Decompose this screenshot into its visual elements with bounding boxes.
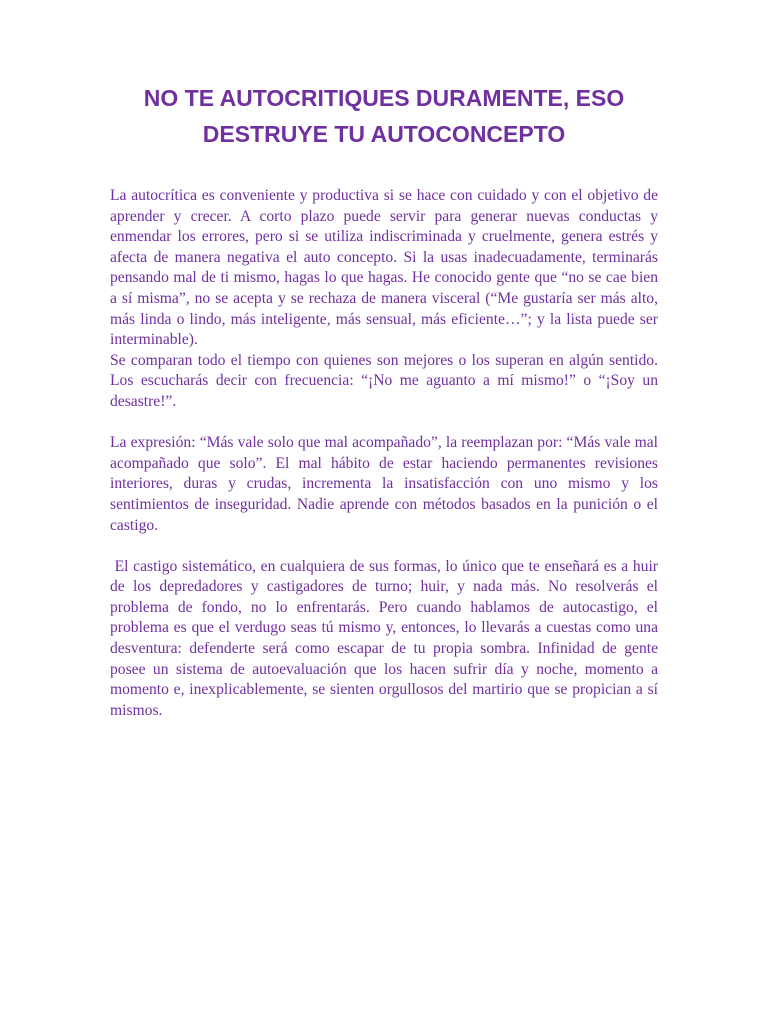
paragraph-2: Se comparan todo el tiempo con quienes son mejores o los superan en algún sentido. Los escucharás decir con frecuencia: “¡No me aguanto a mí mismo!” o “¡Soy un desastre!”. [110, 351, 658, 410]
document-title [110, 80, 658, 152]
document-body [110, 186, 662, 721]
paragraph-3: La expresión: “Más vale solo que mal acompañado”, la reemplazan por: “Más vale mal acompañado que solo”. El mal hábito de estar haciendo permanentes revisiones interiores, duras y crudas, incrementa la insatisfacción con uno mismo y los sentimientos de inseguridad. Nadie aprende con métodos basados en la punición o el castigo. [110, 434, 658, 534]
paragraph-4: El castigo sistemático, en cualquiera de sus formas, lo único que te enseñará es a huir de los depredadores y castigadores de turno; huir, y nada más. No resolverás el problema de fondo, no lo enfrentarás. Pero cuando hablamos de autocastigo, el problema es que el verdugo seas tú mismo y, entonces, lo llevarás a cuestas como una desventura: defenderte será como escapar de tu propia sombra. Infinidad de gente posee un sistema de autoevaluación que los hacen sufrir día y noche, momento a momento e, inexplicablemente, se sienten orgullosos del martirio que se propician a sí mismos. [110, 557, 662, 719]
paragraph-gap [110, 536, 658, 557]
title-line-2: DESTRUYE TU AUTOCONCEPTO [202, 121, 566, 147]
paragraph-1: La autocrítica es conveniente y productiva si se hace con cuidado y con el objetivo de aprender y crecer. A corto plazo puede servir para generar nuevas conductas y enmendar los errores, pero si se utiliza indiscriminada y cruelmente, genera estrés y afecta de manera negativa el auto concepto. Si la usas inadecuadamente, terminarás pensando mal de ti mismo, hagas lo que hagas. He conocido gente que “no se cae bien a sí misma”, no se acepta y se rechaza de manera visceral (“Me gustaría ser más alto, más linda o lindo, más inteligente, más sensual, más eficiente…”; y la lista puede ser interminable). [110, 187, 658, 349]
paragraph-gap [110, 413, 658, 434]
title-line-1: NO TE AUTOCRITIQUES DURAMENTE, ESO [143, 85, 625, 111]
